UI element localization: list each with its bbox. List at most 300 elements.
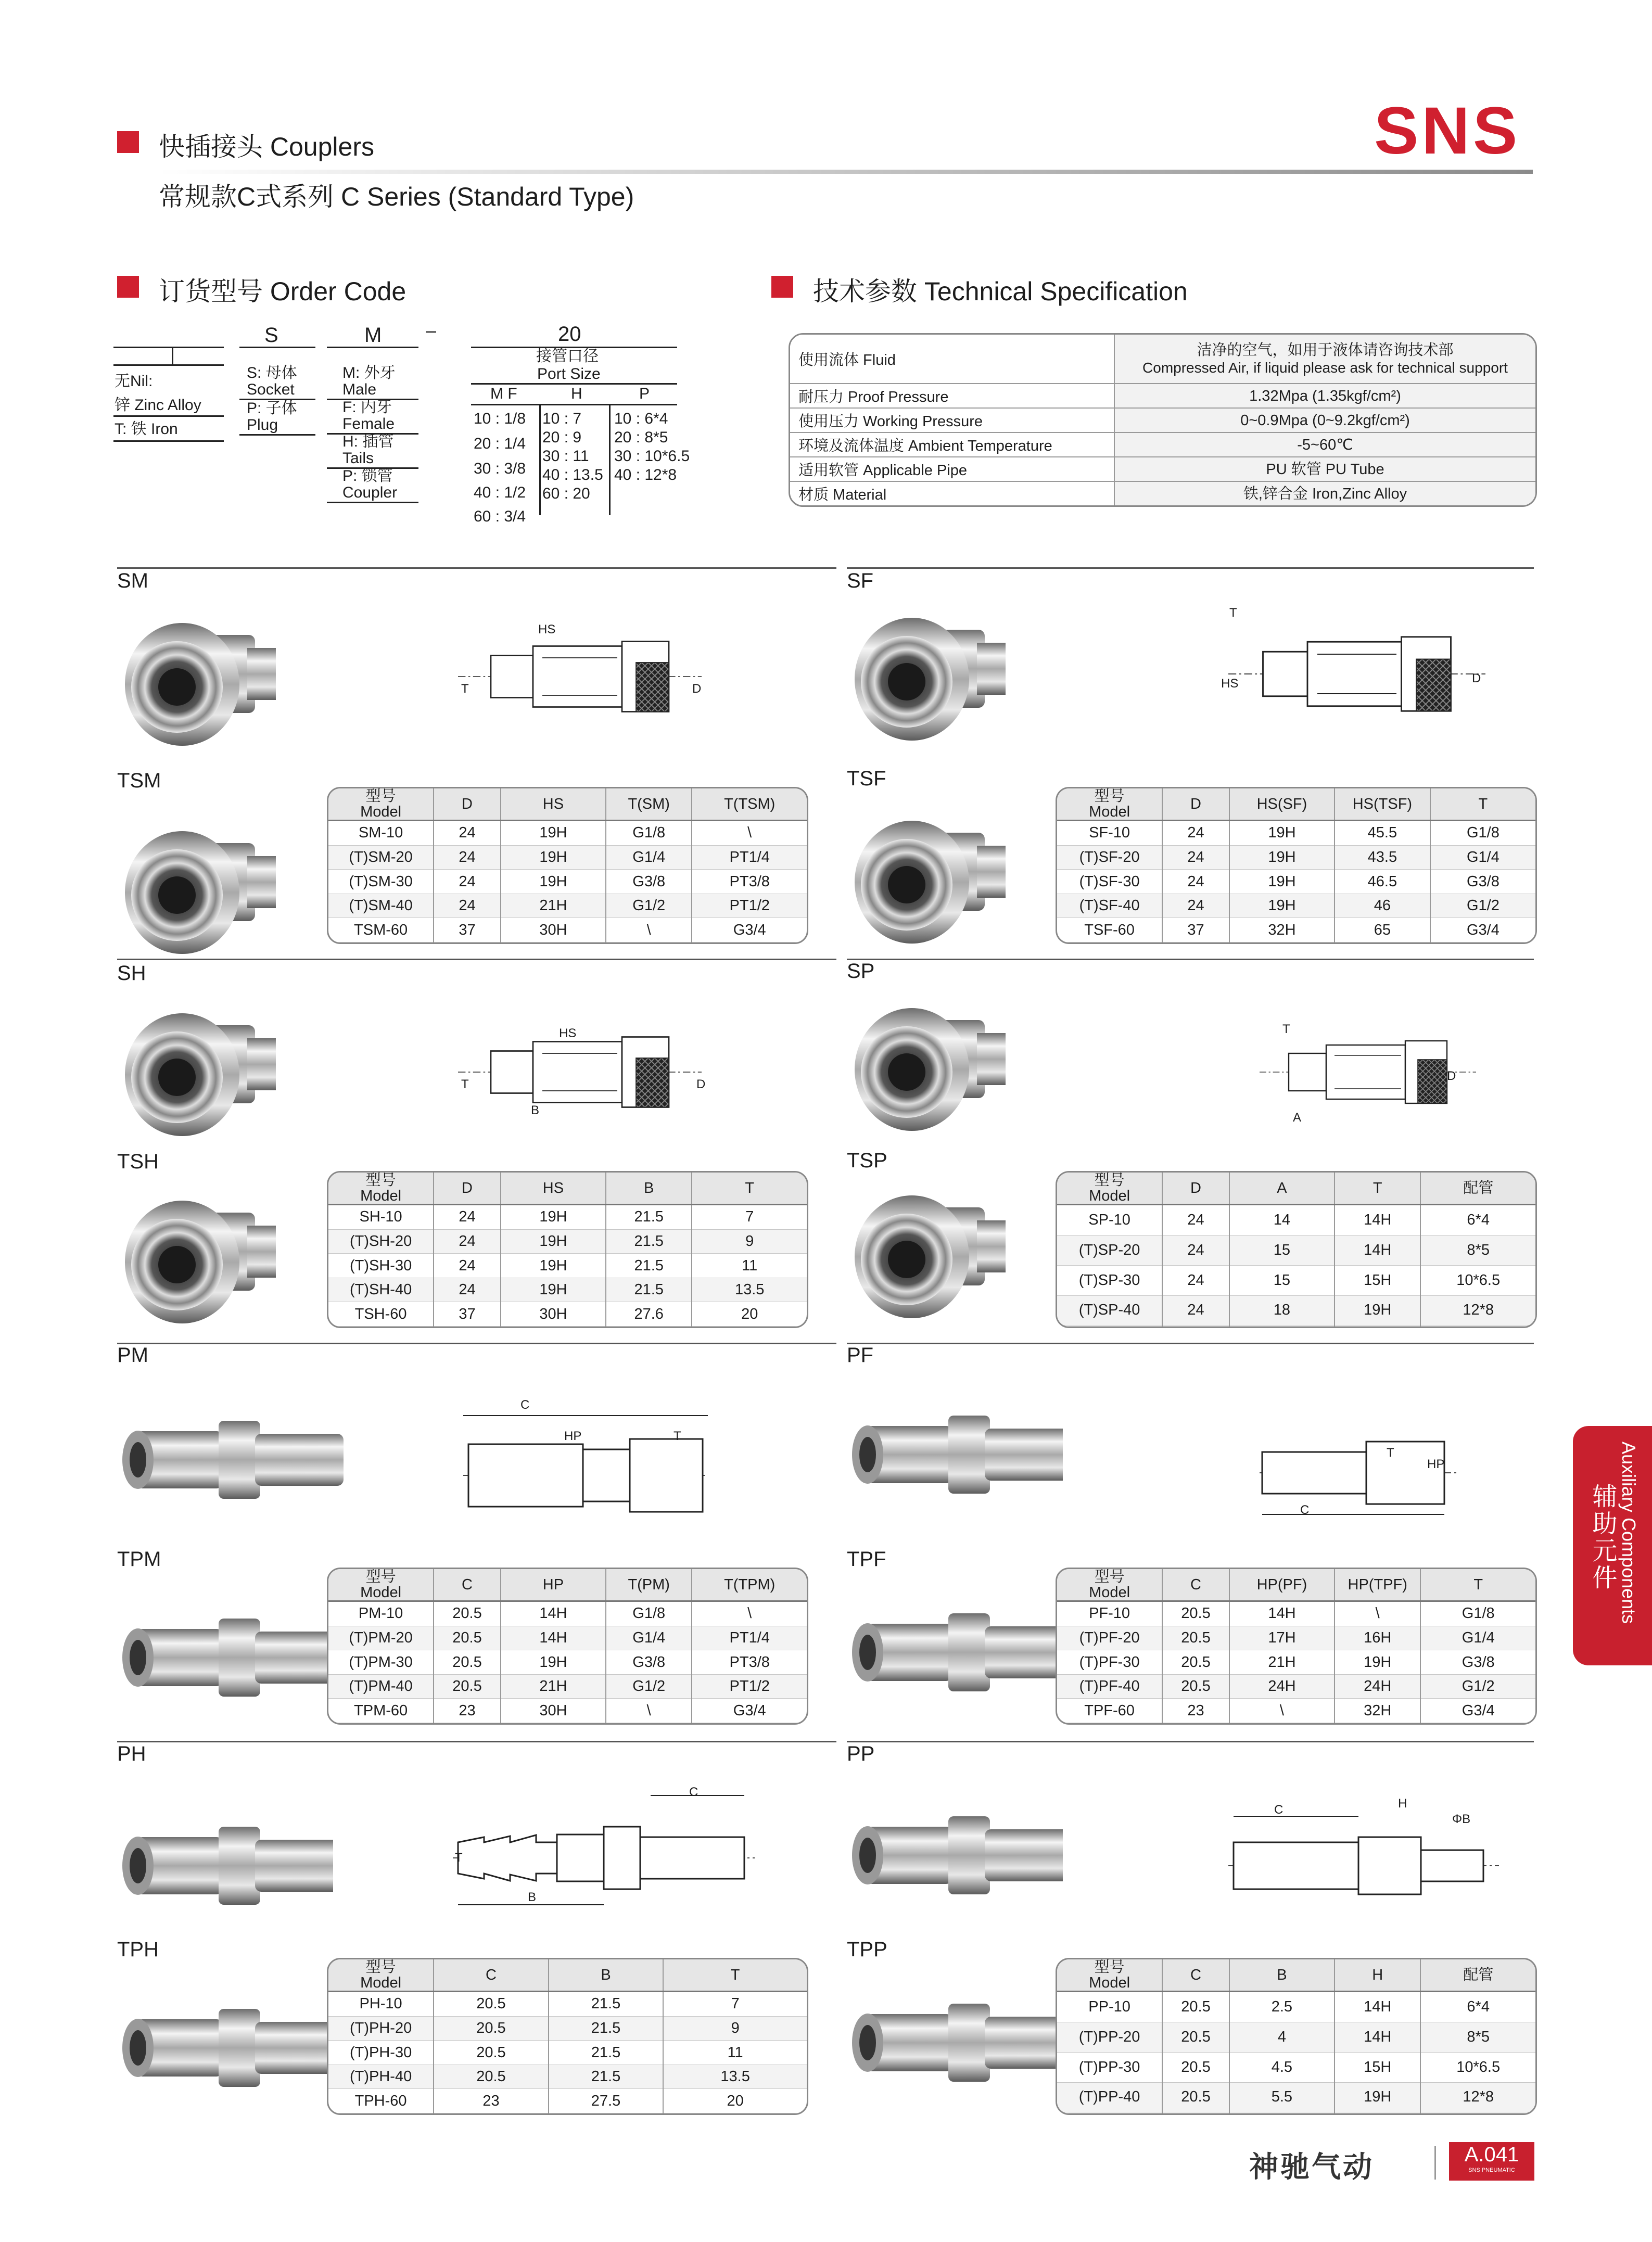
cell: 20.5 bbox=[434, 2016, 549, 2041]
port-mf-20: 20 : 1/4 bbox=[474, 435, 526, 452]
cell: G1/8 bbox=[606, 821, 692, 846]
cell: TSH-60 bbox=[328, 1302, 434, 1327]
col-header: D bbox=[434, 1173, 501, 1205]
dim-c: C bbox=[520, 1398, 530, 1412]
cell: 24 bbox=[1162, 1265, 1229, 1295]
cell: (T)PH-40 bbox=[328, 2065, 434, 2089]
section-rule bbox=[117, 1343, 836, 1344]
table-row bbox=[1057, 2112, 1535, 2113]
cell: 19H bbox=[1335, 2082, 1420, 2112]
port-col-h: H bbox=[571, 385, 582, 402]
cell: PM-10 bbox=[328, 1601, 434, 1626]
dim-c: C bbox=[1300, 1503, 1310, 1517]
col-header: D bbox=[1162, 788, 1229, 821]
cell: (T)SF-30 bbox=[1057, 870, 1162, 894]
dim-hs: HS bbox=[559, 1026, 577, 1040]
section-rule bbox=[847, 1741, 1534, 1742]
dim-d: D bbox=[696, 1077, 706, 1091]
port-h-10: 10 : 7 bbox=[542, 410, 582, 427]
side-tab bbox=[1573, 1426, 1652, 1665]
cell: 20.5 bbox=[1162, 2052, 1229, 2082]
cell: TSM-60 bbox=[328, 918, 434, 942]
label-tpf: TPF bbox=[847, 1548, 886, 1571]
cell: 19H bbox=[501, 1650, 606, 1675]
table-row bbox=[328, 894, 807, 918]
code-bracket-line bbox=[239, 347, 315, 348]
cell: 20.5 bbox=[1162, 2022, 1229, 2053]
cell: 20.5 bbox=[434, 2065, 549, 2089]
code-pos-type: S bbox=[264, 324, 278, 347]
sh-table bbox=[327, 1171, 808, 1328]
cell: 15 bbox=[1229, 1235, 1335, 1266]
cell: 21.5 bbox=[549, 2041, 664, 2065]
cell: 20.5 bbox=[434, 1992, 549, 2017]
cell: 20.5 bbox=[434, 1650, 501, 1675]
cell: 18 bbox=[1229, 1295, 1335, 1326]
ph-drawing bbox=[453, 1785, 755, 1920]
section-rule bbox=[847, 567, 1534, 569]
table-row bbox=[1057, 1992, 1535, 2022]
cell: 30H bbox=[501, 1302, 606, 1327]
cell: G1/8 bbox=[1420, 1601, 1535, 1626]
page-number-badge bbox=[1449, 2142, 1534, 2181]
port-p-40: 40 : 12*8 bbox=[614, 466, 677, 483]
table-row bbox=[328, 2041, 807, 2065]
col-header: T bbox=[1430, 788, 1535, 821]
spec-value-line: Compressed Air, if liquid please ask for technical support bbox=[1142, 359, 1508, 376]
table-row bbox=[328, 1650, 807, 1675]
cell: G3/8 bbox=[1420, 1650, 1535, 1675]
cell: 9 bbox=[663, 2016, 807, 2041]
cell: 24 bbox=[434, 845, 501, 870]
conn-option-coupler-zh: P: 锁管 bbox=[342, 467, 393, 485]
code-dash: – bbox=[426, 320, 437, 341]
col-header: B bbox=[1229, 1959, 1335, 1992]
cell: 19H bbox=[1229, 870, 1335, 894]
label-sf: SF bbox=[847, 569, 874, 592]
table-row bbox=[1057, 870, 1535, 894]
dim-d: D bbox=[1447, 1069, 1456, 1083]
cell: 13.5 bbox=[663, 2065, 807, 2089]
spec-row-working bbox=[790, 408, 1535, 432]
table-row bbox=[1057, 2052, 1535, 2082]
label-tpm: TPM bbox=[117, 1548, 161, 1571]
code-bracket-line bbox=[471, 404, 677, 405]
label-tsh: TSH bbox=[117, 1150, 159, 1173]
table-row bbox=[328, 1205, 807, 1230]
page-title: 快插接头 Couplers bbox=[159, 132, 374, 161]
col-header: C bbox=[434, 1569, 501, 1601]
cell: 21.5 bbox=[606, 1278, 692, 1302]
header-rule bbox=[159, 170, 1533, 174]
cell: 46.5 bbox=[1335, 870, 1430, 894]
code-bracket-line bbox=[113, 415, 224, 417]
sm-photo bbox=[115, 604, 291, 749]
conn-option-tails-en: Tails bbox=[342, 450, 374, 467]
table-row bbox=[1057, 1265, 1535, 1295]
cell: 7 bbox=[692, 1205, 807, 1230]
cell: G1/4 bbox=[606, 1626, 692, 1650]
cell: 13.5 bbox=[692, 1278, 807, 1302]
cell: 19H bbox=[501, 1229, 606, 1254]
section-rule bbox=[117, 1741, 836, 1742]
cell: 24 bbox=[434, 821, 501, 846]
cell: 9 bbox=[692, 1229, 807, 1254]
type-option-socket-zh: S: 母体 bbox=[247, 364, 297, 381]
port-mf-30: 30 : 3/8 bbox=[474, 460, 526, 477]
table-row bbox=[1057, 918, 1535, 942]
spec-key: 材质 Material bbox=[790, 481, 1114, 505]
col-header: T bbox=[1420, 1569, 1535, 1601]
code-bracket-line bbox=[239, 434, 315, 436]
cell: 24 bbox=[1162, 821, 1229, 846]
ph-photo bbox=[115, 1790, 333, 1915]
cell: (T)SH-40 bbox=[328, 1278, 434, 1302]
cell: 20.5 bbox=[1162, 1674, 1229, 1699]
port-mf-40: 40 : 1/2 bbox=[474, 484, 526, 501]
cell: 10*6.5 bbox=[1420, 1265, 1535, 1295]
cell: 20.5 bbox=[434, 1626, 501, 1650]
port-mf-60: 60 : 3/4 bbox=[474, 508, 526, 525]
cell: 20 bbox=[692, 1302, 807, 1327]
cell: 43.5 bbox=[1335, 845, 1430, 870]
dim-a: A bbox=[1293, 1111, 1302, 1125]
cell: 20.5 bbox=[434, 1674, 501, 1699]
label-pf: PF bbox=[847, 1344, 874, 1367]
order-code-marker bbox=[117, 276, 139, 298]
col-model-zh: 型号 bbox=[365, 1172, 396, 1189]
spec-row-proof bbox=[790, 384, 1535, 408]
cell: (T)SM-40 bbox=[328, 894, 434, 918]
code-bracket-line bbox=[327, 502, 418, 503]
cell: 19H bbox=[501, 1278, 606, 1302]
spec-row-temp bbox=[790, 432, 1535, 457]
cell: 45.5 bbox=[1335, 821, 1430, 846]
cell: G3/4 bbox=[1420, 1699, 1535, 1723]
table-row bbox=[328, 870, 807, 894]
cell: G1/2 bbox=[1430, 894, 1535, 918]
cell: 16H bbox=[1335, 1626, 1420, 1650]
cell: 6*4 bbox=[1420, 1205, 1535, 1235]
cell: (T)PP-20 bbox=[1057, 2022, 1162, 2053]
col-header: T(TSM) bbox=[692, 788, 807, 821]
label-tsf: TSF bbox=[847, 767, 886, 790]
table-row bbox=[328, 1229, 807, 1254]
col-header: T bbox=[663, 1959, 807, 1992]
cell: 24 bbox=[1162, 1295, 1229, 1326]
cell: G3/4 bbox=[1430, 918, 1535, 942]
cell: TPF-60 bbox=[1057, 1699, 1162, 1723]
cell: PT3/8 bbox=[692, 1650, 807, 1675]
cell: (T)PF-40 bbox=[1057, 1674, 1162, 1699]
col-header: 配管 bbox=[1420, 1173, 1535, 1205]
conn-option-male-en: Male bbox=[342, 381, 377, 398]
col-model bbox=[328, 1959, 434, 1992]
cell: 20.5 bbox=[434, 1601, 501, 1626]
table-row bbox=[1057, 2082, 1535, 2112]
title-marker bbox=[117, 131, 139, 153]
cell: 12*8 bbox=[1420, 1295, 1535, 1326]
dim-d: D bbox=[692, 682, 702, 696]
spec-value: 0~0.9Mpa (0~9.2kgf/cm²) bbox=[1114, 408, 1535, 432]
cell: 6*4 bbox=[1420, 1992, 1535, 2022]
section-rule bbox=[117, 959, 836, 960]
cell: 7 bbox=[663, 1992, 807, 2017]
cell bbox=[1057, 2112, 1162, 2113]
cell: 14H bbox=[1335, 1235, 1420, 1266]
cell: SP-10 bbox=[1057, 1205, 1162, 1235]
pp-table bbox=[1056, 1958, 1537, 2115]
spec-key: 使用流体 Fluid bbox=[790, 335, 1114, 384]
cell: \ bbox=[606, 918, 692, 942]
type-option-socket-en: Socket bbox=[247, 381, 295, 398]
footer-brand: 神驰气动 bbox=[1249, 2150, 1374, 2183]
cell: 19H bbox=[501, 870, 606, 894]
cell bbox=[1229, 2112, 1335, 2113]
cell: 14H bbox=[1335, 1992, 1420, 2022]
dim-hp: HP bbox=[564, 1429, 582, 1443]
cell: 17H bbox=[1229, 1626, 1335, 1650]
cell: (T)PF-20 bbox=[1057, 1626, 1162, 1650]
sf-table bbox=[1056, 787, 1537, 944]
table-row bbox=[328, 1699, 807, 1723]
sm-drawing bbox=[458, 619, 718, 744]
cell: \ bbox=[1335, 1601, 1420, 1626]
dim-t: T bbox=[461, 682, 469, 696]
cell: SF-10 bbox=[1057, 821, 1162, 846]
col-model-zh: 型号 bbox=[1094, 1172, 1125, 1189]
pm-photo bbox=[115, 1384, 354, 1530]
material-option-nil: 无Nil: bbox=[115, 373, 153, 390]
col-header: B bbox=[549, 1959, 664, 1992]
col-model bbox=[1057, 1569, 1162, 1601]
port-h-40: 40 : 13.5 bbox=[542, 466, 603, 483]
side-tab-zh: 辅助元件 bbox=[1589, 1483, 1616, 1591]
cell: G1/4 bbox=[1430, 845, 1535, 870]
cell: 24 bbox=[434, 1278, 501, 1302]
dim-hs: HS bbox=[1221, 677, 1239, 691]
cell: G1/4 bbox=[606, 845, 692, 870]
conn-option-female-zh: F: 内牙 bbox=[342, 399, 392, 416]
pf-table bbox=[1056, 1568, 1537, 1725]
table-row bbox=[328, 1302, 807, 1327]
cell: 24 bbox=[1162, 1235, 1229, 1266]
dim-hp: HP bbox=[1427, 1457, 1445, 1471]
cell: 20 bbox=[663, 2089, 807, 2113]
table-row bbox=[1057, 1326, 1535, 1327]
table-row bbox=[1057, 1235, 1535, 1266]
label-sh: SH bbox=[117, 962, 146, 985]
cell: 24 bbox=[1162, 1205, 1229, 1235]
cell: 19H bbox=[1229, 894, 1335, 918]
col-model bbox=[1057, 1959, 1162, 1992]
cell: 37 bbox=[434, 918, 501, 942]
section-rule bbox=[117, 567, 836, 569]
code-pos-connection: M bbox=[364, 324, 382, 347]
cell: G1/2 bbox=[606, 1674, 692, 1699]
conn-option-coupler-en: Coupler bbox=[342, 484, 398, 501]
cell: 8*5 bbox=[1420, 2022, 1535, 2053]
dim-b: B bbox=[531, 1103, 540, 1117]
label-sm: SM bbox=[117, 569, 148, 592]
label-tsm: TSM bbox=[117, 769, 161, 792]
conn-option-female-en: Female bbox=[342, 415, 395, 432]
col-header: HS bbox=[501, 1173, 606, 1205]
col-header: C bbox=[1162, 1959, 1229, 1992]
cell: (T)SF-20 bbox=[1057, 845, 1162, 870]
sh-drawing bbox=[458, 1020, 718, 1129]
cell: 24 bbox=[1162, 845, 1229, 870]
table-row bbox=[328, 845, 807, 870]
cell bbox=[1420, 2112, 1535, 2113]
tsp-photo bbox=[844, 1176, 1021, 1327]
col-model bbox=[328, 788, 434, 821]
col-header: D bbox=[1162, 1173, 1229, 1205]
sf-photo bbox=[844, 598, 1021, 744]
col-model-zh: 型号 bbox=[365, 788, 396, 805]
cell: (T)PM-30 bbox=[328, 1650, 434, 1675]
spec-row-material bbox=[790, 481, 1535, 505]
port-col-mf: M F bbox=[490, 385, 517, 402]
sh-photo bbox=[115, 994, 291, 1140]
col-model-zh: 型号 bbox=[1094, 1569, 1125, 1585]
cell: 37 bbox=[434, 1302, 501, 1327]
cell: PT1/2 bbox=[692, 894, 807, 918]
spec-heading: 技术参数 Technical Specification bbox=[813, 277, 1188, 306]
cell: (T)PM-40 bbox=[328, 1674, 434, 1699]
spec-value: PU 软管 PU Tube bbox=[1114, 457, 1535, 481]
col-header: HP(PF) bbox=[1229, 1569, 1335, 1601]
cell: PP-10 bbox=[1057, 1992, 1162, 2022]
cell: 14H bbox=[1335, 2022, 1420, 2053]
cell: 21H bbox=[501, 1674, 606, 1699]
table-row bbox=[328, 1626, 807, 1650]
cell: 30H bbox=[501, 918, 606, 942]
cell: 14H bbox=[501, 1601, 606, 1626]
cell: 19H bbox=[501, 821, 606, 846]
cell: 24 bbox=[434, 870, 501, 894]
type-option-plug-en: Plug bbox=[247, 416, 278, 434]
cell: G1/4 bbox=[1420, 1626, 1535, 1650]
ph-table bbox=[327, 1958, 808, 2115]
cell bbox=[1229, 1326, 1335, 1327]
order-code-heading: 订货型号 Order Code bbox=[159, 277, 406, 306]
table-row bbox=[1057, 821, 1535, 846]
cell: 21.5 bbox=[606, 1254, 692, 1278]
conn-option-male-zh: M: 外牙 bbox=[342, 364, 396, 381]
page-subtitle: 常规款C式系列 C Series (Standard Type) bbox=[159, 182, 634, 211]
code-bracket-tick bbox=[172, 347, 173, 365]
spec-row-pipe bbox=[790, 457, 1535, 481]
cell: TPH-60 bbox=[328, 2089, 434, 2113]
port-col-p: P bbox=[639, 385, 650, 402]
table-row bbox=[1057, 894, 1535, 918]
dim-phib: ΦB bbox=[1452, 1812, 1471, 1826]
table-row bbox=[328, 1992, 807, 2017]
col-model-zh: 型号 bbox=[365, 1569, 396, 1585]
cell: 24 bbox=[434, 1205, 501, 1230]
section-rule bbox=[847, 1343, 1534, 1344]
cell: 20.5 bbox=[434, 2041, 549, 2065]
label-ph: PH bbox=[117, 1742, 146, 1765]
cell: (T)PH-20 bbox=[328, 2016, 434, 2041]
cell: 23 bbox=[1162, 1699, 1229, 1723]
cell: 10*6.5 bbox=[1420, 2052, 1535, 2082]
label-pp: PP bbox=[847, 1742, 875, 1765]
code-pos-port: 20 bbox=[558, 323, 581, 346]
dim-t: T bbox=[673, 1429, 681, 1443]
cell: PT1/4 bbox=[692, 1626, 807, 1650]
cell: 24H bbox=[1335, 1674, 1420, 1699]
col-model bbox=[1057, 1173, 1162, 1205]
label-sp: SP bbox=[847, 960, 875, 983]
code-bracket-line bbox=[113, 440, 224, 442]
cell: 14H bbox=[1335, 1205, 1420, 1235]
cell: 21H bbox=[1229, 1650, 1335, 1675]
dim-b: B bbox=[528, 1890, 537, 1904]
cell: 37 bbox=[1162, 918, 1229, 942]
code-bracket-line bbox=[327, 347, 418, 348]
cell: 46 bbox=[1335, 894, 1430, 918]
cell: \ bbox=[692, 821, 807, 846]
port-col-divider bbox=[609, 404, 611, 515]
cell: 4 bbox=[1229, 2022, 1335, 2053]
dim-c: C bbox=[689, 1785, 698, 1799]
tsm-photo bbox=[115, 812, 291, 958]
cell: (T)SP-40 bbox=[1057, 1295, 1162, 1326]
cell: 32H bbox=[1229, 918, 1335, 942]
port-col-divider bbox=[539, 404, 541, 515]
cell: 24 bbox=[434, 894, 501, 918]
cell: 21.5 bbox=[549, 2065, 664, 2089]
spec-value-line: 洁净的空气，如用于液体请咨询技术部 bbox=[1197, 341, 1454, 359]
table-row bbox=[328, 2016, 807, 2041]
dim-c: C bbox=[1274, 1803, 1284, 1817]
port-p-30: 30 : 10*6.5 bbox=[614, 448, 690, 465]
cell: G3/8 bbox=[606, 870, 692, 894]
type-option-plug-zh: P: 子体 bbox=[247, 400, 297, 417]
cell: TSF-60 bbox=[1057, 918, 1162, 942]
col-header: C bbox=[434, 1959, 549, 1992]
footer-divider bbox=[1434, 2146, 1436, 2180]
col-model-en: Model bbox=[1089, 1975, 1130, 1991]
cell bbox=[1420, 1326, 1535, 1327]
table-row bbox=[1057, 1674, 1535, 1699]
spec-key: 使用压力 Working Pressure bbox=[790, 408, 1114, 432]
port-h-60: 60 : 20 bbox=[542, 485, 590, 502]
col-model-en: Model bbox=[360, 1975, 402, 1991]
cell: G3/4 bbox=[692, 1699, 807, 1723]
spec-value: 铁,锌合金 Iron,Zinc Alloy bbox=[1114, 481, 1535, 505]
table-row bbox=[328, 1601, 807, 1626]
cell: 20.5 bbox=[1162, 1992, 1229, 2022]
port-h-30: 30 : 11 bbox=[542, 448, 589, 465]
col-header: HS(TSF) bbox=[1335, 788, 1430, 821]
port-h-20: 20 : 9 bbox=[542, 429, 582, 446]
cell: 14 bbox=[1229, 1205, 1335, 1235]
cell: G1/2 bbox=[1420, 1674, 1535, 1699]
cell: 30H bbox=[501, 1699, 606, 1723]
cell: \ bbox=[1229, 1699, 1335, 1723]
table-row bbox=[1057, 1650, 1535, 1675]
col-header: H bbox=[1335, 1959, 1420, 1992]
material-option-zinc: 锌 Zinc Alloy bbox=[115, 397, 201, 414]
cell: PT1/4 bbox=[692, 845, 807, 870]
cell: 24 bbox=[1162, 870, 1229, 894]
dim-t: T bbox=[1282, 1022, 1290, 1036]
cell: 4.5 bbox=[1229, 2052, 1335, 2082]
table-row bbox=[328, 918, 807, 942]
